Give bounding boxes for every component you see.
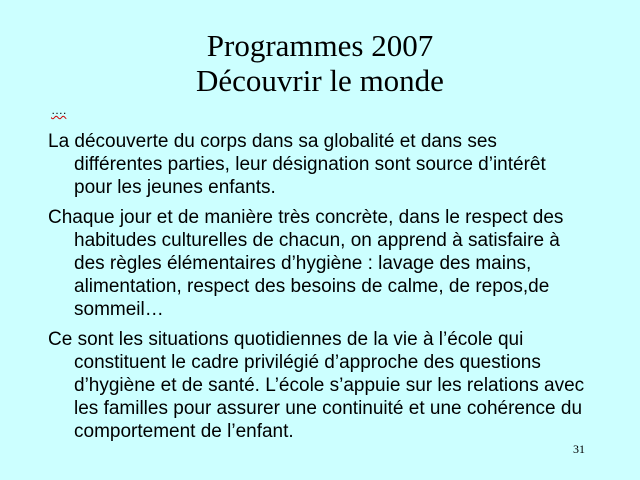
paragraph-3: Ce sont les situations quotidiennes de la vie à l’école qui constituent le cadre privilégié d’approche des questions d’hygiène et de santé. L’école s’appuie sur les relations avec les familles pour assurer une continuité et une cohérence du comportement de l’enfant. [48,329,585,442]
slide-body [48,130,588,450]
title-line-2: Découvrir le monde [196,63,444,98]
page-number: 31 [573,442,585,456]
paragraph-2: Chaque jour et de manière très concrète, dans le respect des habitudes culturelles de chacun, on apprend à satisfaire à des règles élémentaires d’hygiène : lavage des mains, alimentation, respect des besoins de calme, de repos,de sommeil… [48,207,564,320]
ellipsis-marker: …. [51,103,67,117]
paragraph-1: La découverte du corps dans sa globalité et dans ses différentes parties, leur désignation sont source d’intérêt pour les jeunes enfants. [48,131,546,198]
title-line-1: Programmes 2007 [206,28,434,63]
slide-title [0,28,640,98]
